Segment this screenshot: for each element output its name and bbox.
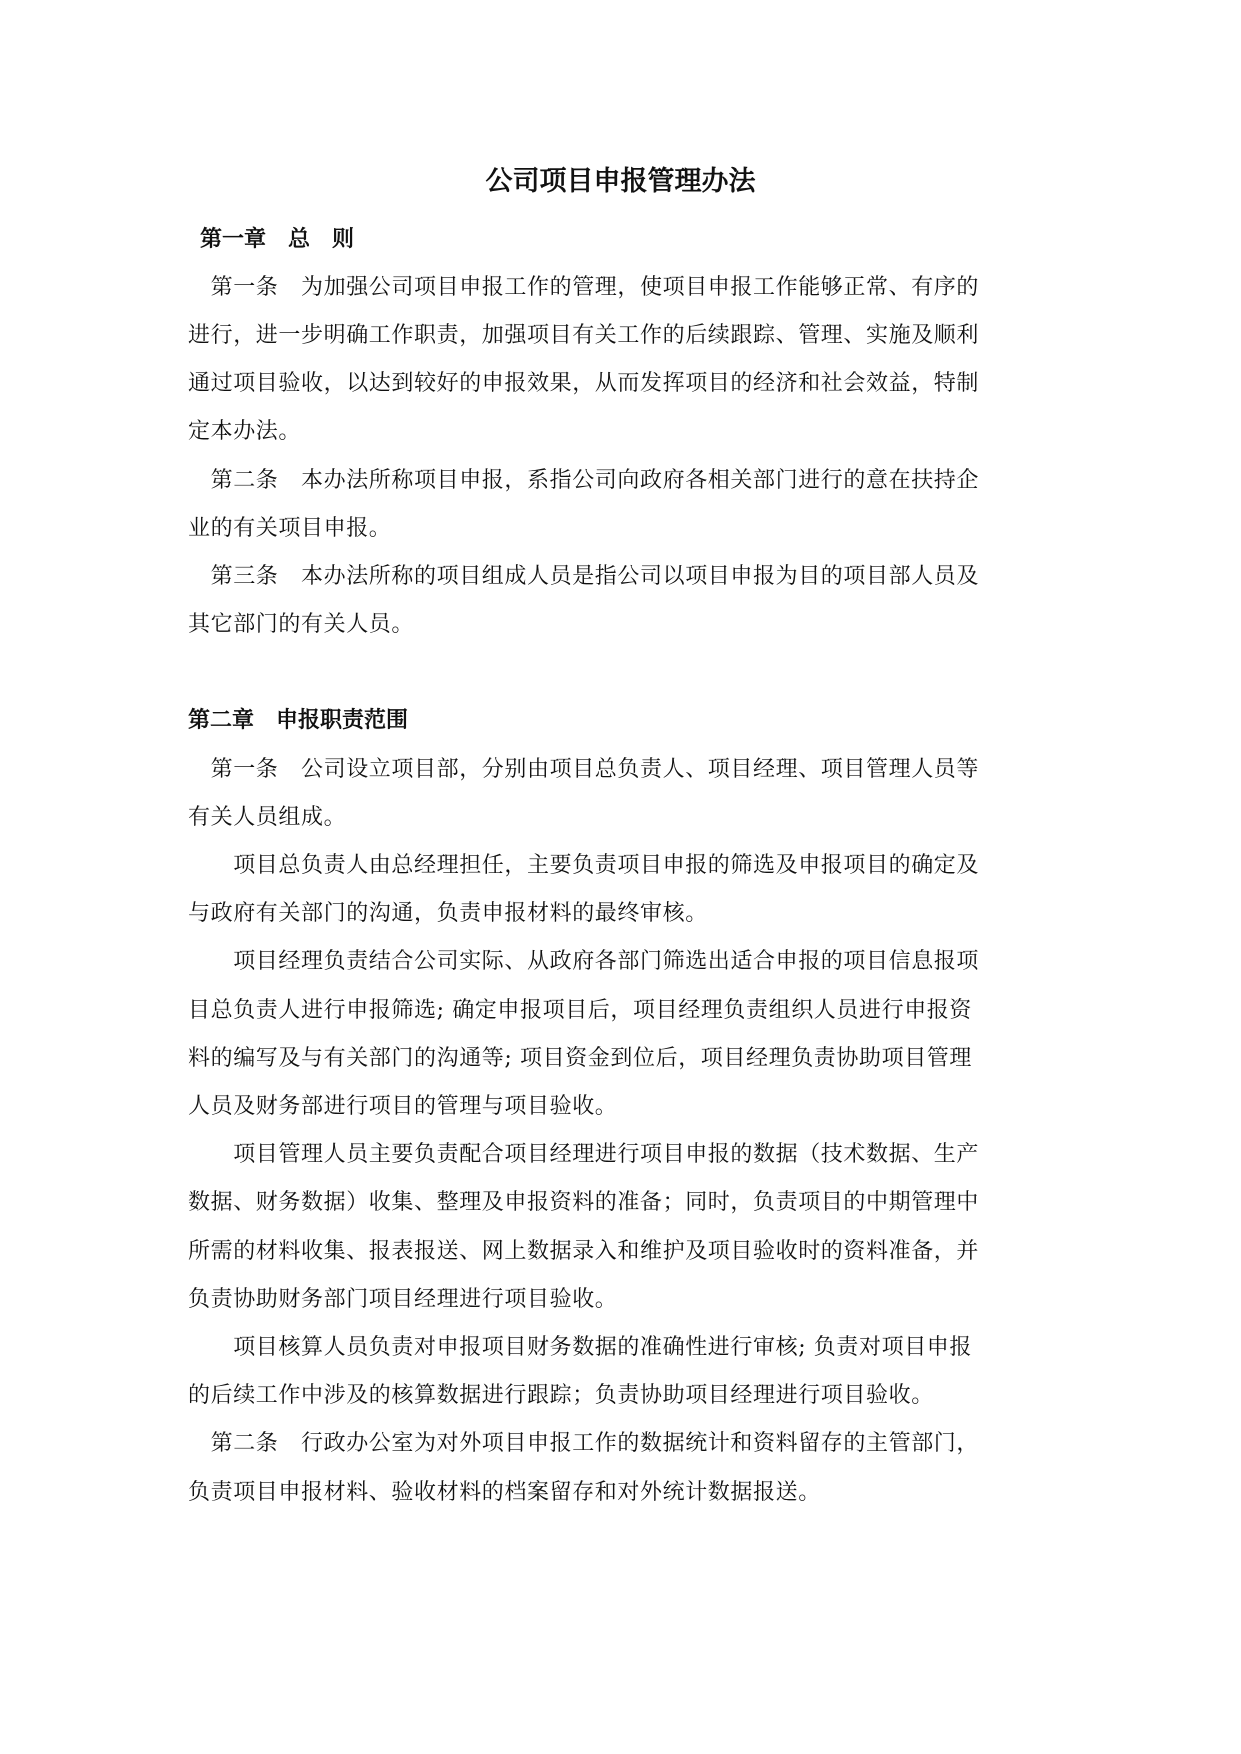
text-line: 目总负责人进行申报筛选; 确定申报项目后，项目经理负责组织人员进行申报资 [188,998,973,1023]
text-line: 所需的材料收集、报表报送、网上数据录入和维护及项目验收时的资料准备，并 [188,1239,980,1264]
document-title: 公司项目申报管理办法 [485,166,756,197]
chapter-1-heading: 第一章 总 则 [200,227,355,252]
text-line: 第一条 公司设立项目部，分别由项目总负责人、项目经理、项目管理人员等 [188,757,980,782]
text-line: 通过项目验收，以达到较好的申报效果，从而发挥项目的经济和社会效益，特制 [188,371,980,396]
text-line: 负责项目申报材料、验收材料的档案留存和对外统计数据报送。 [188,1480,821,1505]
text-line: 负责协助财务部门项目经理进行项目验收。 [188,1287,618,1312]
text-line: 项目管理人员主要负责配合项目经理进行项目申报的数据（技术数据、生产 [188,1142,980,1167]
text-line: 第三条 本办法所称的项目组成人员是指公司以项目申报为目的项目部人员及 [188,564,980,589]
text-line: 第一条 为加强公司项目申报工作的管理，使项目申报工作能够正常、有序的 [188,275,980,300]
text-line: 与政府有关部门的沟通，负责申报材料的最终审核。 [188,901,708,926]
text-line: 进行，进一步明确工作职责，加强项目有关工作的后续跟踪、管理、实施及顺利 [188,323,980,348]
text-line: 有关人员组成。 [188,805,347,830]
text-line: 的后续工作中涉及的核算数据进行跟踪；负责协助项目经理进行项目验收。 [188,1383,934,1408]
text-line: 定本办法。 [188,419,302,444]
text-line: 第二条 本办法所称项目申报，系指公司向政府各相关部门进行的意在扶持企 [188,468,980,493]
text-line: 人员及财务部进行项目的管理与项目验收。 [188,1094,618,1119]
text-line: 项目核算人员负责对申报项目财务数据的准确性进行审核; 负责对项目申报 [188,1335,973,1360]
text-line: 第二条 行政办公室为对外项目申报工作的数据统计和资料留存的主管部门， [188,1431,980,1456]
text-line: 料的编写及与有关部门的沟通等; 项目资金到位后，项目经理负责协助项目管理 [188,1046,973,1071]
chapter-2-heading: 第二章 申报职责范围 [188,708,409,733]
text-line: 项目总负责人由总经理担任，主要负责项目申报的筛选及申报项目的确定及 [188,853,980,878]
text-line: 数据、财务数据）收集、整理及申报资料的准备；同时，负责项目的中期管理中 [188,1190,980,1215]
text-line: 其它部门的有关人员。 [188,612,415,637]
text-line: 业的有关项目申报。 [188,516,392,541]
text-line: 项目经理负责结合公司实际、从政府各部门筛选出适合申报的项目信息报项 [188,949,980,974]
